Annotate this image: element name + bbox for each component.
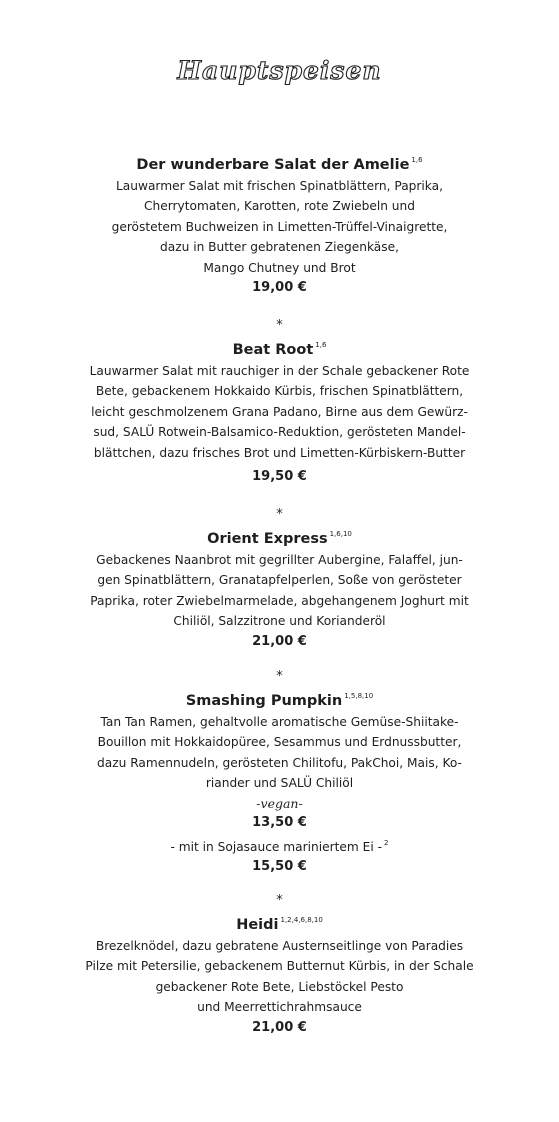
- dish-name: Der wunderbare Salat der Amelie $^{1,6}$: [136, 156, 423, 173]
- dish-description: Lauwarmer Salat mit rauchiger in der Schale gebackener Rote Bete, gebackenem Hokkaido Kürbis, frischen Spinatblättern, leicht geschmolzenem Grana Padano, Birne aus dem Gewürz- sud, SALÜ Rotwein-Balsamico-Reduktion, gerösteten Mandel- blättchen, dazu frisches Brot und Limetten-Kürbiskern-Butter: [89, 364, 470, 460]
- separator-star: *: [276, 507, 283, 522]
- separator-star: *: [276, 669, 283, 684]
- dish-price: 13,50 €: [252, 814, 307, 830]
- dish-price: 21,00 €: [252, 633, 307, 649]
- dish-name: Orient Express $^{1,6,10}$: [207, 530, 352, 547]
- allergen-codes: 1,5,8,10: [344, 692, 374, 700]
- dish-price: 19,50 €: [252, 469, 307, 485]
- allergen-codes: 2: [384, 838, 389, 847]
- dish-description: Lauwarmer Salat mit frischen Spinatblättern, Paprika, Cherrytomaten, Karotten, rote Zwiebeln und geröstetem Buchweizen in Limetten-Trüffel-Vinaigrette, dazu in Butter gebratenen Ziegenkäse, Mango Chutney und Brot: [111, 179, 448, 275]
- dish-beat-root: [0, 317, 559, 487]
- page-title: Hauptspeisen: [177, 56, 382, 85]
- vegan-tag: -vegan-: [256, 795, 303, 811]
- dish-name: Heidi $^{1,2,4,6,8,10}$: [236, 916, 323, 933]
- dish-price: 21,00 €: [252, 1019, 307, 1035]
- separator-star: *: [276, 318, 283, 333]
- dish-option-price: 15,50 €: [252, 858, 307, 874]
- dish-amelie: [0, 150, 559, 298]
- dish-smashing-pumpkin: [0, 668, 559, 877]
- dish-description: Gebackenes Naanbrot mit gegrillter Aubergine, Falaffel, jun- gen Spinatblättern, Granatapfelperlen, Soße von gerösteter Paprika, roter Zwiebelmarmelade, abgehangenem Joghurt mit Chiliöl, Salzzitrone und Korianderöl: [90, 553, 469, 629]
- allergen-codes: 1,6: [315, 341, 327, 349]
- allergen-codes: 1,2,4,6,8,10: [280, 916, 323, 924]
- dish-option: - mit in Sojasauce mariniertem Ei - $^2$: [170, 838, 389, 854]
- dish-name: Smashing Pumpkin $^{1,5,8,10}$: [185, 692, 374, 709]
- allergen-codes: 1,6: [411, 156, 423, 164]
- dish-orient-express: [0, 506, 559, 652]
- dish-name: Beat Root $^{1,6}$: [232, 341, 327, 358]
- dish-heidi: [0, 892, 559, 1038]
- dish-description: Brezelknödel, dazu gebratene Austernseitlinge von Paradies Pilze mit Petersilie, gebackenem Butternut Kürbis, in der Schale gebackener Rote Bete, Liebstöckel Pesto und Meerrettichrahmsauce: [85, 939, 474, 1015]
- dish-price: 19,00 €: [252, 280, 307, 296]
- separator-star: *: [276, 893, 283, 908]
- dish-description: Tan Tan Ramen, gehaltvolle aromatische Gemüse-Shiitake- Bouillon mit Hokkaidopüree, Sesammus und Erdnussbutter, dazu Ramennudeln, gerösteten Chilitofu, PakChoi, Mais, Ko- riander und SALÜ Chiliöl: [97, 715, 462, 791]
- allergen-codes: 1,6,10: [329, 530, 352, 538]
